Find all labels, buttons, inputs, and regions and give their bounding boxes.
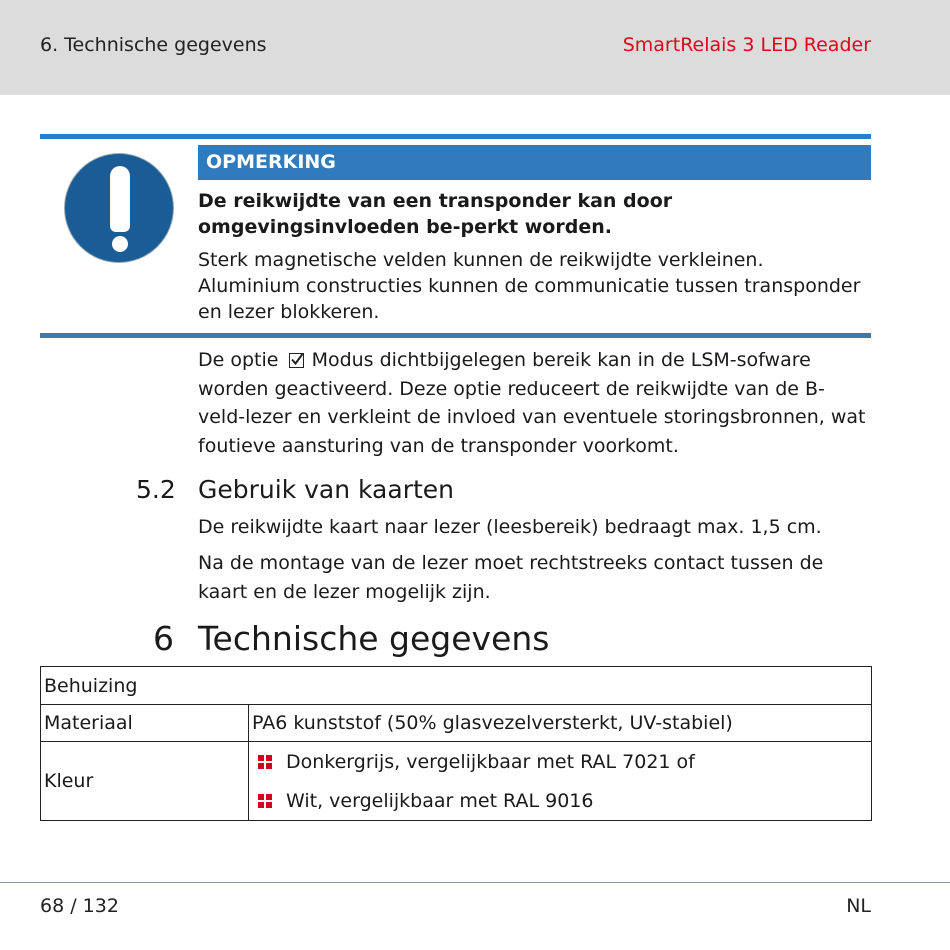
list-item [252,781,868,820]
table-group-heading: Behuizing [41,667,872,705]
section-title: Gebruik van kaarten [198,475,455,504]
spec-table [40,666,872,821]
page-number: 68 / 132 [40,895,119,917]
table-row [41,742,872,821]
notice-label-bar [198,145,871,180]
table-cell-label: Materiaal [41,705,249,742]
checked-checkbox-icon [289,353,304,368]
table-row [41,705,872,742]
red-square-bullet-icon [258,755,272,769]
notice-bottom-rule [40,333,871,338]
option-text-before: De optie [198,349,279,371]
notice-bold-text: De reikwijdte van een transponder kan door omgevingsinvloeden be-perkt worden. [198,190,673,238]
header-product-name: SmartRelais 3 LED Reader [622,34,871,56]
page-header [0,0,950,95]
paragraph-range: De reikwijdte kaart naar lezer (leesbereik) bedraagt max. 1,5 cm. [198,516,822,538]
list-item [252,742,868,781]
notice-body-text: Sterk magnetische velden kunnen de reikwijdte verkleinen. Aluminium constructies kunnen de communicatie tussen transponder en lezer blokkeren. [198,249,861,323]
paragraph-mounting: Na de montage van de lezer moet rechtstreeks contact tussen de kaart en de lezer mogelijk zijn. [198,552,824,603]
language-code: NL [846,895,871,917]
red-square-bullet-icon [258,794,272,808]
table-cell-value: PA6 kunststof (50% glasvezelversterkt, UV-stabiel) [249,705,872,742]
table-cell-value [249,742,872,821]
chapter-number: 6 [153,619,174,658]
list-item-text: Wit, vergelijkbaar met RAL 9016 [286,789,594,812]
table-cell-label: Kleur [41,742,249,821]
list-item-text: Donkergrijs, vergelijkbaar met RAL 7021 of [286,750,695,773]
notice-top-rule [40,134,871,139]
table-row [41,667,872,705]
option-text-after: Modus dichtbijgelegen bereik kan in de LSM-sofware worden geactiveerd. Deze optie reduceert de reikwijdte van de B-veld-lezer en verkleint de invloed van eventuele storingsbronnen, wat foutieve aansturing van de transponder voorkomt. [198,349,866,457]
footer-rule [0,882,950,883]
header-section-title: 6. Technische gegevens [40,34,267,56]
section-number: 5.2 [136,475,176,504]
chapter-title: Technische gegevens [198,619,550,658]
exclamation-icon [64,153,174,263]
notice-label: OPMERKING [206,151,336,173]
option-paragraph [198,346,871,460]
